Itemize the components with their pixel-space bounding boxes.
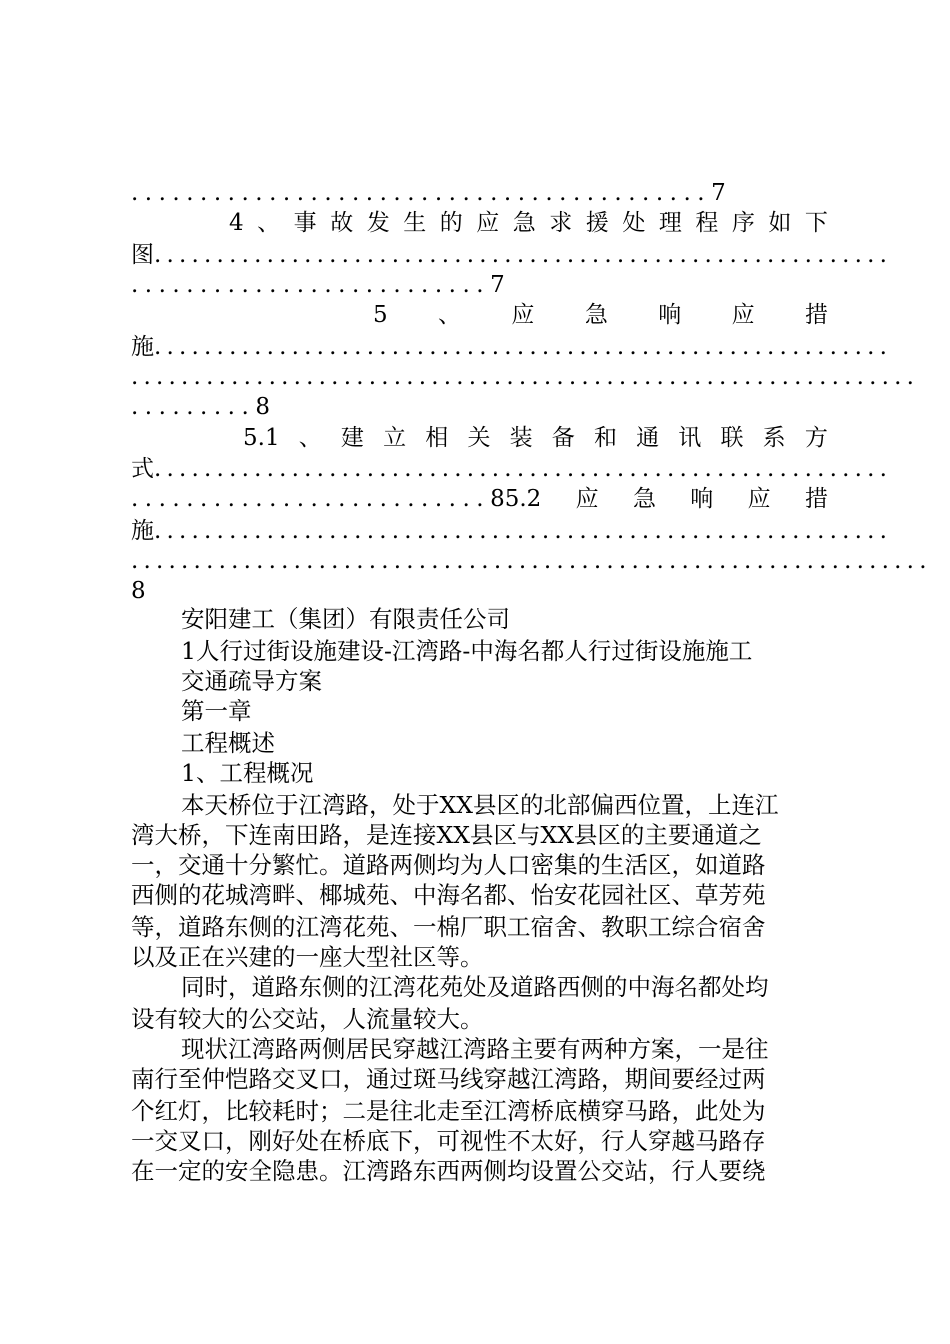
company-name: 安阳建工（集团）有限责任公司 <box>181 605 510 633</box>
toc-line <box>131 452 893 486</box>
toc-label: 施 <box>131 334 154 360</box>
document-subtitle: 交通疏导方案 <box>181 667 322 695</box>
toc-page-number: 8 <box>131 578 146 604</box>
paragraph-line: 以及正在兴建的一座大型社区等。 <box>131 943 484 971</box>
toc-page-number: 7 <box>711 180 726 206</box>
toc-label: 式 <box>131 456 154 482</box>
toc-char: 序 <box>731 210 755 236</box>
toc-line <box>131 482 828 516</box>
toc-page-number: 85.2 <box>490 486 542 512</box>
toc-label: 施 <box>131 518 154 544</box>
toc-line <box>131 390 828 424</box>
toc-char: 下 <box>804 210 828 236</box>
toc-char: 、 <box>257 210 281 236</box>
toc-char: 求 <box>549 210 573 236</box>
paragraph-line: 南行至仲恺路交叉口，通过斑马线穿越江湾路，期间要经过两 <box>131 1065 766 1093</box>
toc-line <box>131 238 893 272</box>
paragraph-line: 设有较大的公交站，人流量较大。 <box>131 1005 484 1033</box>
toc-char: 应 <box>476 210 500 236</box>
toc-char: 4 <box>229 210 244 236</box>
toc-page-number: 8 <box>255 394 270 420</box>
toc-leader-dots: ........................................................... <box>154 456 893 482</box>
toc-leader-dots: .......................................... <box>131 180 712 206</box>
toc-char: 响 <box>690 486 714 512</box>
toc-char: 5.1 <box>243 425 280 451</box>
toc-char: 应 <box>747 486 771 512</box>
toc-char: 理 <box>658 210 682 236</box>
toc-char: 措 <box>804 302 828 328</box>
toc-line <box>131 330 893 364</box>
paragraph-line: 湾大桥，下连南田路，是连接XX县区与XX县区的主要通道之 <box>131 821 762 849</box>
paragraph-line: 本天桥位于江湾路，处于XX县区的北部偏西位置，上连江 <box>181 791 779 819</box>
toc-char: 如 <box>768 210 792 236</box>
chapter-number: 第一章 <box>181 697 252 725</box>
toc-char: 备 <box>551 425 575 451</box>
toc-char: 急 <box>584 302 608 328</box>
toc-char: 处 <box>622 210 646 236</box>
toc-line <box>131 544 932 578</box>
section-heading: 1、工程概况 <box>181 759 314 787</box>
toc-char: 相 <box>425 425 449 451</box>
paragraph-line: 在一定的安全隐患。江湾路东西两侧均设置公交站，行人要绕 <box>131 1157 766 1185</box>
paragraph-line: 一，交通十分繁忙。道路两侧均为人口密集的生活区，如道路 <box>131 851 766 879</box>
toc-char: 事 <box>293 210 317 236</box>
document-page <box>131 0 932 1344</box>
toc-char: 程 <box>695 210 719 236</box>
toc-leader-dots: ................................................................ <box>131 548 932 574</box>
toc-char: 措 <box>804 486 828 512</box>
paragraph-line: 同时，道路东侧的江湾花苑处及道路西侧的中海名都处均 <box>181 973 769 1001</box>
toc-char: 响 <box>658 302 682 328</box>
toc-leader-dots: ........................................................... <box>154 242 893 268</box>
toc-char: 系 <box>762 425 786 451</box>
toc-line <box>131 268 828 302</box>
toc-entry-4 <box>131 206 828 240</box>
paragraph-line: 一交叉口，刚好处在桥底下，可视性不太好，行人穿越马路存 <box>131 1127 766 1155</box>
toc-char: 立 <box>383 425 407 451</box>
toc-char: 应 <box>511 302 535 328</box>
toc-leader-dots: ............................................................... <box>131 364 920 390</box>
toc-char: 联 <box>720 425 744 451</box>
toc-leader-dots: ........................................................... <box>154 334 893 360</box>
toc-line <box>131 176 828 210</box>
toc-char: 讯 <box>678 425 702 451</box>
toc-leader-dots: .......................... <box>131 486 491 512</box>
paragraph-line: 现状江湾路两侧居民穿越江湾路主要有两种方案，一是往 <box>181 1035 769 1063</box>
toc-leader-dots: ........................................................... <box>154 518 893 544</box>
toc-entry-5 <box>131 298 828 332</box>
toc-leader-dots: ......... <box>131 394 256 420</box>
toc-char: 方 <box>804 425 828 451</box>
toc-char: 应 <box>575 486 599 512</box>
toc-char: 通 <box>636 425 660 451</box>
chapter-title: 工程概述 <box>181 729 275 757</box>
toc-char: 和 <box>593 425 617 451</box>
toc-line <box>131 514 893 548</box>
toc-label: 图 <box>131 242 154 268</box>
toc-char: 装 <box>509 425 533 451</box>
toc-line <box>131 360 920 394</box>
toc-char: 、 <box>298 425 322 451</box>
paragraph-line: 个红灯，比较耗时；二是往北走至江湾桥底横穿马路，此处为 <box>131 1097 766 1125</box>
toc-char: 、 <box>438 302 462 328</box>
toc-char: 援 <box>585 210 609 236</box>
toc-entry-5-1 <box>131 421 828 455</box>
paragraph-line: 等，道路东侧的江湾花苑、一棉厂职工宿舍、教职工综合宿舍 <box>131 913 766 941</box>
toc-char: 急 <box>512 210 536 236</box>
paragraph-line: 西侧的花城湾畔、椰城苑、中海名都、怡安花园社区、草芳苑 <box>131 881 766 909</box>
toc-char: 的 <box>439 210 463 236</box>
toc-leader-dots: .......................... <box>131 272 491 298</box>
toc-char: 建 <box>340 425 364 451</box>
toc-page-number: 7 <box>490 272 505 298</box>
toc-char: 生 <box>403 210 427 236</box>
toc-char: 急 <box>632 486 656 512</box>
toc-char: 关 <box>467 425 491 451</box>
toc-char: 5 <box>373 302 388 328</box>
toc-char: 应 <box>731 302 755 328</box>
toc-char: 故 <box>330 210 354 236</box>
toc-char: 发 <box>366 210 390 236</box>
project-title: 1人行过街设施建设-江湾路-中海名都人行过街设施施工 <box>181 637 753 665</box>
